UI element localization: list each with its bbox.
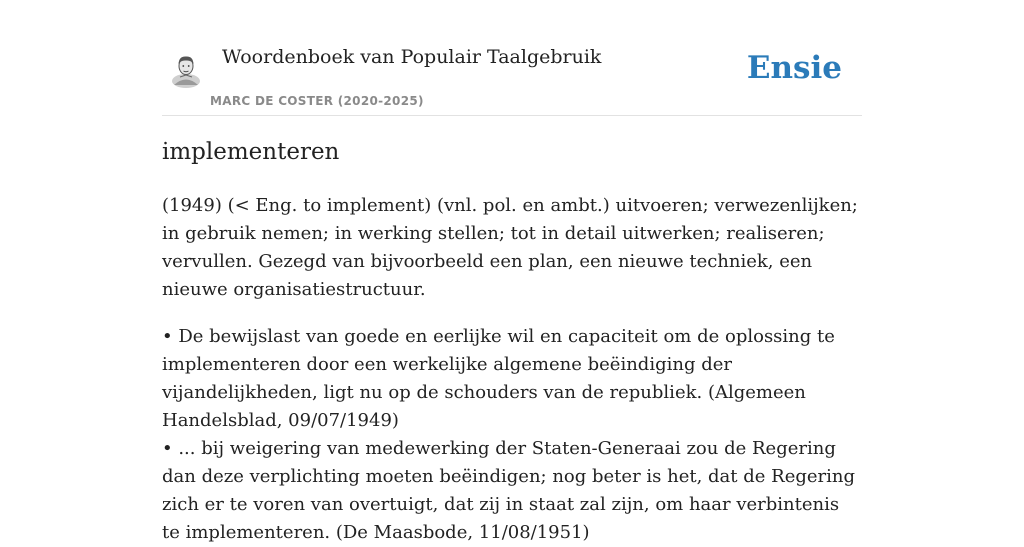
entry-quotes: [162, 323, 862, 547]
ensie-logo[interactable]: Ensie: [746, 50, 842, 86]
entry-headword: implementeren: [162, 139, 340, 165]
entry-definition: (1949) (< Eng. to implement) (vnl. pol. en ambt.) uitvoeren; verwezenlijken; in gebruik nemen; in werking stellen; tot in detail uitwerken; realiseren; vervullen. Gezegd van bijvoorbeeld een plan, een nieuwe techniek, een nieuwe organisatiestructuur.: [162, 195, 858, 300]
quote-item: • ... bij weigering van medewerking der Staten-Generaai zou de Regering dan deze verplichting moeten beëindigen; nog beter is het, dat de Regering zich er te voren van overtuigt, dat zij in staat zal zijn, om haar verbintenis te implementeren. (De Maasbode, 11/08/1951): [162, 438, 855, 543]
author-portrait-icon: [168, 52, 204, 88]
site-title[interactable]: Woordenboek van Populair Taalgebruik: [222, 46, 602, 68]
site-header: [162, 36, 862, 116]
quote-item: • De bewijslast van goede en eerlijke wil en capaciteit om de oplossing te implementeren door een werkelijke algemene beëindiging der vijandelijkheden, ligt nu op de schouders van de republiek. (Algemeen Handelsblad, 09/07/1949): [162, 326, 835, 431]
author-byline: MARC DE COSTER (2020-2025): [210, 94, 424, 108]
